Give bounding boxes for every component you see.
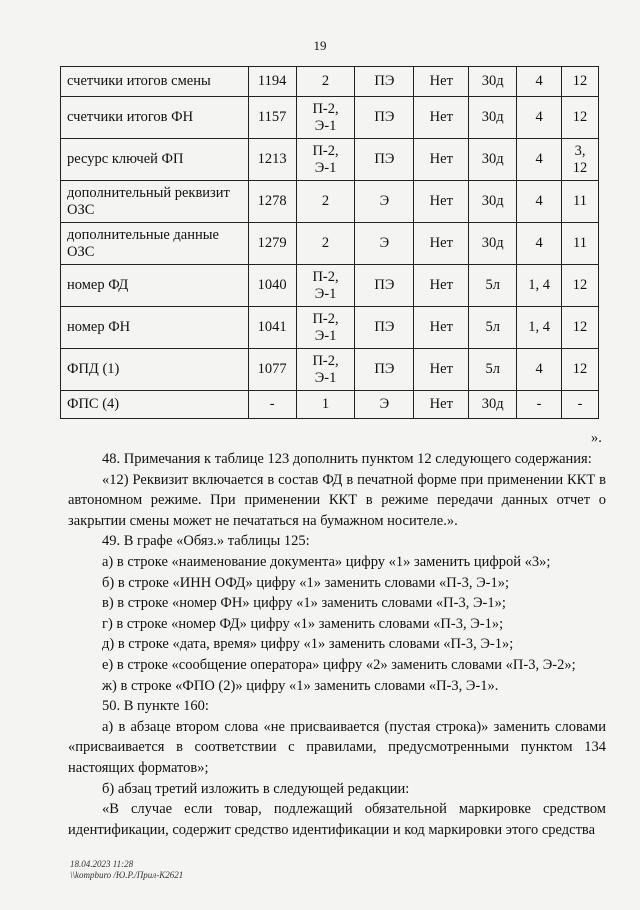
table-cell: Нет [414, 307, 469, 349]
table-cell: Нет [414, 391, 469, 419]
table-cell: 1, 4 [517, 307, 562, 349]
table-row [61, 265, 599, 307]
table-row [61, 307, 599, 349]
table-row [61, 349, 599, 391]
table-closing-quote: ». [591, 430, 602, 446]
table-cell: 30д [469, 67, 517, 97]
list-item-e: е) в строке «сообщение оператора» цифру «2» заменить словами «П-3, Э-2»; [102, 656, 576, 673]
table-cell: Э [355, 391, 414, 419]
footer-date: 18.04.2023 11:28 [70, 859, 134, 869]
paragraph-48: 48. Примечания к таблице 123 дополнить пунктом 12 следующего содержания: [102, 451, 592, 467]
table-cell: 4 [517, 139, 562, 181]
table-row [61, 139, 599, 181]
paragraph-50: 50. В пункте 160: [102, 698, 209, 715]
requisites-table [60, 66, 599, 419]
table-cell-name: счетчики итогов ФН [61, 97, 249, 139]
page-number: 19 [313, 38, 327, 53]
table-cell: 1077 [248, 349, 296, 391]
table-row [61, 391, 599, 419]
list-item-v: в) в строке «номер ФН» цифру «1» заменить словами «П-3, Э-1»; [102, 595, 506, 612]
table-cell: 12 [562, 307, 599, 349]
document-body [68, 449, 606, 840]
table-cell-name: ресурс ключей ФП [61, 139, 249, 181]
table-row [61, 223, 599, 265]
table-cell: Нет [414, 139, 469, 181]
table-cell-name: счетчики итогов смены [61, 67, 249, 97]
table-cell: П-2, Э-1 [296, 307, 355, 349]
table-cell: Нет [414, 67, 469, 97]
table-cell: Нет [414, 97, 469, 139]
table-cell: 5л [469, 307, 517, 349]
list-item-50b: б) абзац третий изложить в следующей редакции: [102, 780, 410, 797]
table-cell: П-2, Э-1 [296, 97, 355, 139]
table-cell: 1278 [248, 181, 296, 223]
table-cell: П-2, Э-1 [296, 265, 355, 307]
table-cell: ПЭ [355, 67, 414, 97]
table-row [61, 181, 599, 223]
list-item-zh: ж) в строке «ФПО (2)» цифру «1» заменить словами «П-3, Э-1». [102, 677, 499, 694]
table-cell: 30д [469, 391, 517, 419]
table-cell: 11 [562, 181, 599, 223]
table-cell: 4 [517, 223, 562, 265]
table-cell: 5л [469, 349, 517, 391]
table-cell: П-2, Э-1 [296, 349, 355, 391]
table-cell: 12 [562, 265, 599, 307]
table-row [61, 97, 599, 139]
table-cell: 30д [469, 223, 517, 265]
table-cell: 1, 4 [517, 265, 562, 307]
table-cell: 1157 [248, 97, 296, 139]
table-cell: 1040 [248, 265, 296, 307]
table-cell: 1041 [248, 307, 296, 349]
list-item-50a: а) в абзаце втором слова «не присваивается (пустая строка)» заменить словами «присваивается в соответствии с правилами, предусмотренными пунктом 134 настоящих форматов»; [68, 718, 606, 776]
table-cell: П-2, Э-1 [296, 139, 355, 181]
table-cell: Э [355, 223, 414, 265]
table-row [61, 67, 599, 97]
table-cell: 11 [562, 223, 599, 265]
table-cell-name: ФПС (4) [61, 391, 249, 419]
table-cell: ПЭ [355, 97, 414, 139]
table-cell: 30д [469, 97, 517, 139]
table-cell-name: дополнительный реквизит ОЗС [61, 181, 249, 223]
table-cell: 1279 [248, 223, 296, 265]
table-cell: Нет [414, 223, 469, 265]
list-item-a: а) в строке «наименование документа» цифру «1» заменить цифрой «3»; [102, 553, 551, 570]
table-cell: ПЭ [355, 307, 414, 349]
list-item-g: г) в строке «номер ФД» цифру «1» заменить словами «П-3, Э-1»; [102, 615, 504, 632]
table-cell: 30д [469, 139, 517, 181]
table-cell: 2 [296, 181, 355, 223]
table-cell: - [248, 391, 296, 419]
table-cell: 12 [562, 349, 599, 391]
table-cell: ПЭ [355, 139, 414, 181]
table-cell: 12 [562, 67, 599, 97]
table-cell: - [517, 391, 562, 419]
table-cell: Нет [414, 265, 469, 307]
table-cell: Э [355, 181, 414, 223]
table-cell: 2 [296, 67, 355, 97]
table-cell: Нет [414, 349, 469, 391]
list-item-d: д) в строке «дата, время» цифру «1» заменить словами «П-3, Э-1»; [102, 636, 514, 653]
table-cell: 12 [562, 97, 599, 139]
table-cell: 1 [296, 391, 355, 419]
table-cell: 1194 [248, 67, 296, 97]
quoted-paragraph: «В случае если товар, подлежащий обязательной маркировке средством идентификации, содержит средство идентификации и код маркировки этого средства [68, 801, 606, 838]
table-cell: 4 [517, 349, 562, 391]
table-cell-name: дополнительные данные ОЗС [61, 223, 249, 265]
table-cell: - [562, 391, 599, 419]
footer-path: \\kompburo /Ю.Р./Прил-К2621 [70, 870, 184, 880]
table-cell-name: номер ФД [61, 265, 249, 307]
table-cell: ПЭ [355, 265, 414, 307]
table-cell: 30д [469, 181, 517, 223]
table-cell-name: ФПД (1) [61, 349, 249, 391]
table-cell: 4 [517, 97, 562, 139]
table-cell: 2 [296, 223, 355, 265]
table-cell: Нет [414, 181, 469, 223]
table-cell: 1213 [248, 139, 296, 181]
table-cell: 3, 12 [562, 139, 599, 181]
table-cell: 4 [517, 181, 562, 223]
table-cell: 4 [517, 67, 562, 97]
table-cell: 5л [469, 265, 517, 307]
table-cell-name: номер ФН [61, 307, 249, 349]
table-cell: ПЭ [355, 349, 414, 391]
paragraph-49: 49. В графе «Обяз.» таблицы 125: [102, 533, 310, 550]
footer [70, 859, 183, 881]
paragraph-note-12: «12) Реквизит включается в состав ФД в печатной форме при применении ККТ в автономном режиме. При применении ККТ в режиме передачи данных отчет о закрытии смены может не печататься на бумажном носителе.». [68, 471, 606, 529]
list-item-b: б) в строке «ИНН ОФД» цифру «1» заменить словами «П-3, Э-1»; [102, 574, 510, 591]
